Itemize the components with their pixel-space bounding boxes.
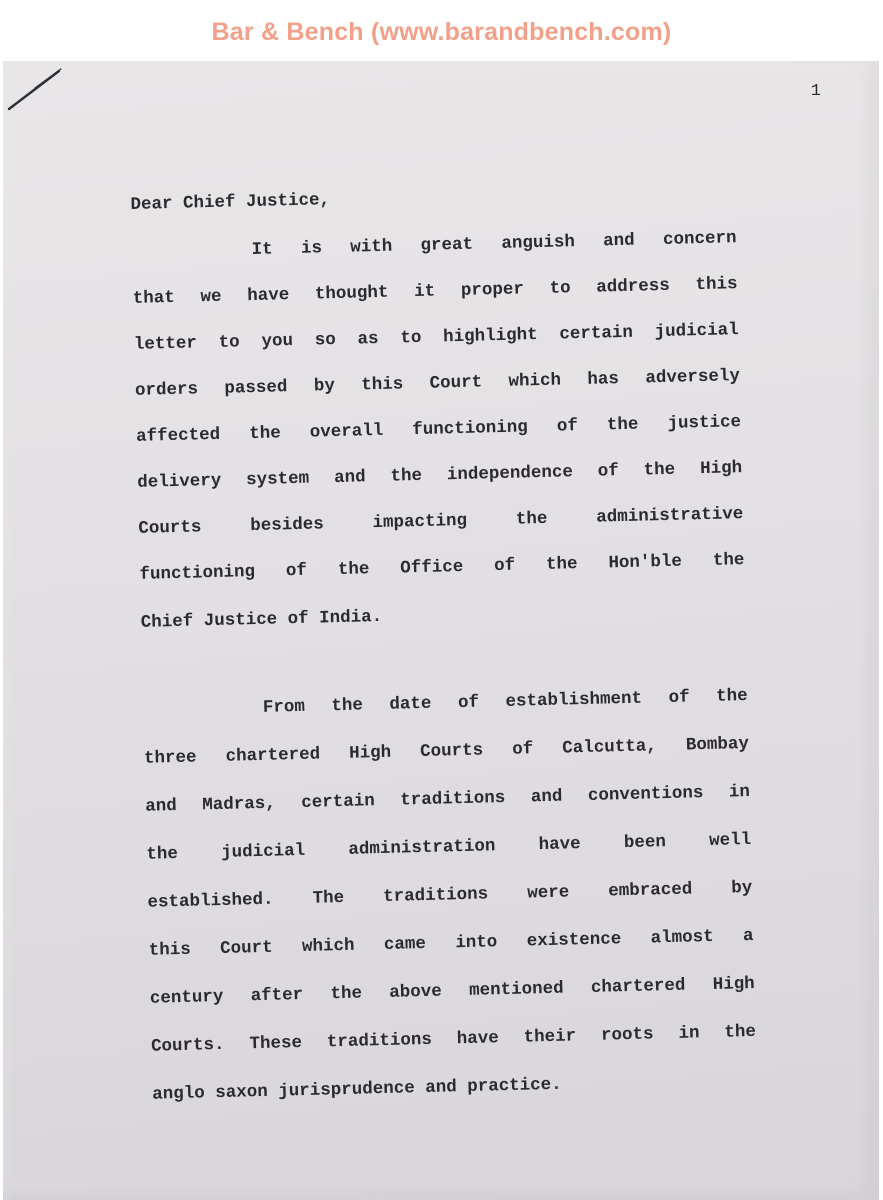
paragraph-line: that we have thought it proper to address this — [132, 274, 738, 309]
page-number: 1 — [810, 82, 821, 101]
paragraph-line: delivery system and the independence of the High — [137, 458, 743, 493]
paragraph-line: Courts besides impacting the administrative — [138, 504, 744, 539]
paragraph-line: orders passed by this Court which has adversely — [134, 366, 741, 401]
pen-mark-icon — [5, 63, 65, 113]
paragraph-line: Courts. These traditions have their roots in the — [150, 1021, 757, 1057]
paragraph-line: and Madras, certain traditions and conventions in — [144, 782, 751, 817]
paragraph-line: this Court which came into existence almost a — [148, 925, 754, 961]
watermark-text: Bar & Bench (www.barandbench.com) — [211, 18, 672, 46]
paragraph-line: letter to you so as to highlight certain judicial — [133, 320, 739, 355]
paragraph-line: Chief Justice of India. — [140, 606, 383, 633]
paragraph-line: century after the above mentioned chartered High — [149, 973, 755, 1009]
paragraph-line: functioning of the Office of the Hon'ble the — [139, 550, 745, 585]
paragraph-line: anglo saxon jurisprudence and practice. — [152, 1074, 562, 1105]
paragraph-line: It is with great anguish and concern — [251, 228, 737, 261]
paragraph-line: established. The traditions were embraced by — [147, 877, 753, 913]
letter-sheet — [3, 61, 879, 1200]
paragraph-line: three chartered High Courts of Calcutta, Bombay — [143, 734, 750, 769]
paragraph-line: the judicial administration have been well — [146, 829, 752, 865]
paragraph-line: From the date of establishment of the — [262, 686, 748, 718]
salutation: Dear Chief Justice, — [130, 190, 331, 215]
paragraph-line: affected the overall functioning of the justice — [135, 412, 742, 447]
